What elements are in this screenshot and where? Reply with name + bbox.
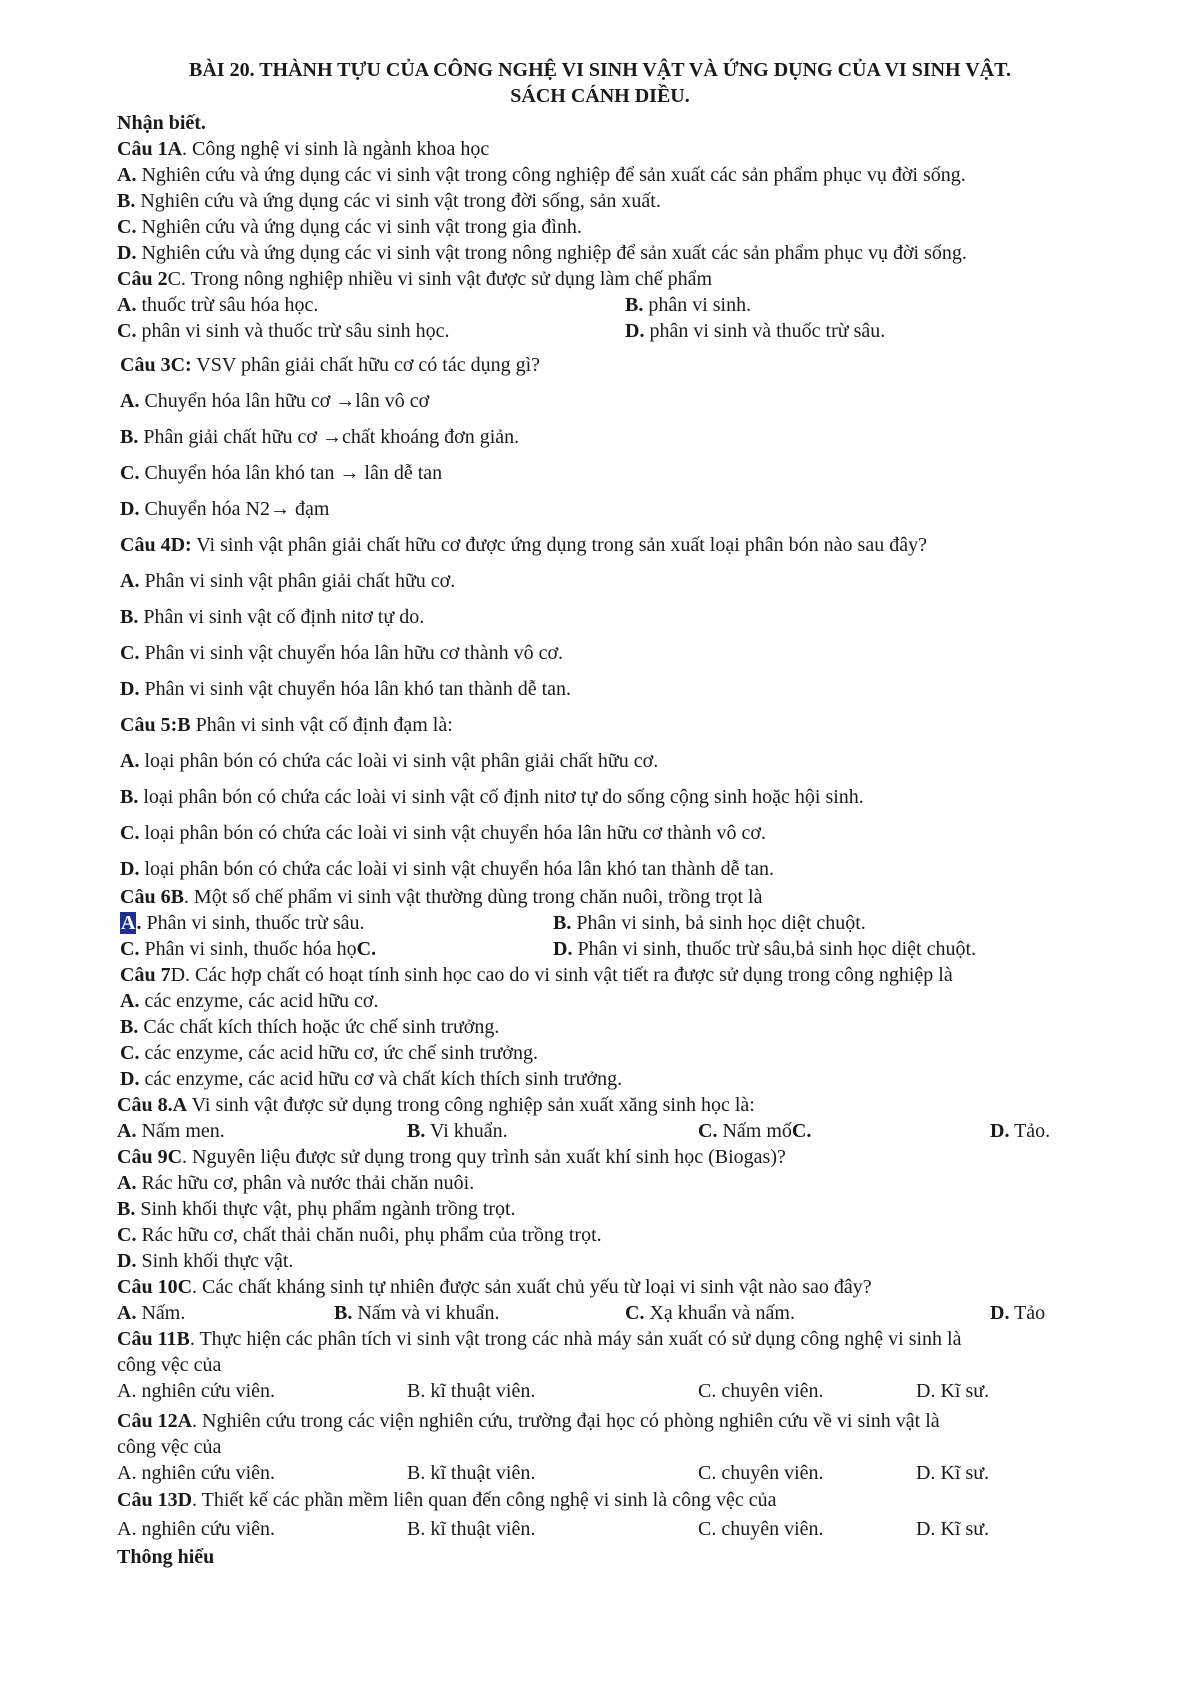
- question-8-option-b: B. Vi khuẩn.: [407, 1120, 508, 1142]
- question-8-stem: Câu 8.A Vi sinh vật được sử dụng trong công nghiệp sản xuất xăng sinh học là:: [117, 1094, 755, 1116]
- question-8-option-d: D. Tảo.: [990, 1120, 1051, 1142]
- question-11-option-d: D. Kĩ sư.: [916, 1380, 990, 1402]
- question-12-option-d: D. Kĩ sư.: [916, 1462, 990, 1484]
- question-12-option-b: B. kĩ thuật viên.: [407, 1462, 536, 1484]
- title-line-1: BÀI 20. THÀNH TỰU CỦA CÔNG NGHỆ VI SINH VẬT VÀ ỨNG DỤNG CỦA VI SINH VẬT.: [189, 59, 1011, 81]
- question-9-option-c: C. Rác hữu cơ, chất thải chăn nuôi, phụ phẩm của trồng trọt.: [117, 1224, 602, 1246]
- question-9-option-d: D. Sinh khối thực vật.: [117, 1250, 294, 1272]
- question-11-stem-cont: công vệc của: [117, 1354, 222, 1376]
- question-7-option-c: C. các enzyme, các acid hữu cơ, ức chế sinh trưởng.: [120, 1042, 538, 1064]
- selection-highlight: A: [121, 912, 136, 934]
- question-3-option-b: B. Phân giải chất hữu cơ →chất khoáng đơn giản.: [120, 426, 520, 448]
- question-11-option-c: C. chuyên viên.: [698, 1380, 824, 1402]
- question-11-option-a: A. nghiên cứu viên.: [117, 1380, 276, 1402]
- question-4-stem: Câu 4D: Vi sinh vật phân giải chất hữu cơ được ứng dụng trong sản xuất loại phân bón nào sau đây?: [120, 534, 927, 556]
- question-12-option-c: C. chuyên viên.: [698, 1462, 824, 1484]
- question-4-option-b: B. Phân vi sinh vật cố định nitơ tự do.: [120, 606, 425, 628]
- question-1-stem: Câu 1A. Công nghệ vi sinh là ngành khoa học: [117, 138, 490, 160]
- question-11-option-b: B. kĩ thuật viên.: [407, 1380, 536, 1402]
- question-6-option-b: B. Phân vi sinh, bả sinh học diệt chuột.: [553, 912, 866, 934]
- question-5-option-a: A. loại phân bón có chứa các loài vi sinh vật phân giải chất hữu cơ.: [120, 750, 659, 772]
- question-5-stem: Câu 5:B Phân vi sinh vật cố định đạm là:: [120, 714, 453, 736]
- question-6-option-c: C. Phân vi sinh, thuốc hóa họC.: [120, 938, 377, 960]
- section-heading-thong-hieu: Thông hiểu: [117, 1546, 215, 1568]
- question-2-option-a: A. thuốc trừ sâu hóa học.: [117, 294, 319, 316]
- question-13-option-a: A. nghiên cứu viên.: [117, 1518, 276, 1540]
- question-12-stem: Câu 12A. Nghiên cứu trong các viện nghiên cứu, trường đại học có phòng nghiên cứu về vi sinh vật là: [117, 1410, 940, 1432]
- question-7-option-d: D. các enzyme, các acid hữu cơ và chất kích thích sinh trưởng.: [120, 1068, 623, 1090]
- question-5-option-c: C. loại phân bón có chứa các loài vi sinh vật chuyển hóa lân hữu cơ thành vô cơ.: [120, 822, 766, 844]
- question-10-option-b: B. Nấm và vi khuẩn.: [334, 1302, 500, 1324]
- title-line-2: SÁCH CÁNH DIỀU.: [510, 85, 690, 107]
- section-heading-nhan-biet: Nhận biết.: [117, 112, 206, 134]
- question-2-option-d: D. phân vi sinh và thuốc trừ sâu.: [625, 320, 886, 342]
- question-11-stem: Câu 11B. Thực hiện các phân tích vi sinh vật trong các nhà máy sản xuất có sử dụng công nghệ vi sinh là: [117, 1328, 962, 1350]
- question-13-stem: Câu 13D. Thiết kế các phần mềm liên quan đến công nghệ vi sinh là công vệc của: [117, 1489, 777, 1511]
- question-1-option-d: D. Nghiên cứu và ứng dụng các vi sinh vật trong nông nghiệp để sản xuất các sản phẩm phục vụ đời sống.: [117, 242, 967, 264]
- question-5-option-b: B. loại phân bón có chứa các loài vi sinh vật cố định nitơ tự do sống cộng sinh hoặc hội sinh.: [120, 786, 864, 808]
- question-4-option-c: C. Phân vi sinh vật chuyển hóa lân hữu cơ thành vô cơ.: [120, 642, 564, 664]
- question-6-option-a: A. Phân vi sinh, thuốc trừ sâu.: [121, 912, 365, 934]
- question-4-option-d: D. Phân vi sinh vật chuyển hóa lân khó tan thành dễ tan.: [120, 678, 572, 700]
- question-3-stem: Câu 3C: VSV phân giải chất hữu cơ có tác dụng gì?: [120, 354, 541, 376]
- question-2-stem: Câu 2C. Trong nông nghiệp nhiều vi sinh vật được sử dụng làm chế phẩm: [117, 268, 713, 290]
- question-10-option-c: C. Xạ khuẩn và nấm.: [625, 1302, 795, 1324]
- question-4-option-a: A. Phân vi sinh vật phân giải chất hữu cơ.: [120, 570, 456, 592]
- question-6-option-d: D. Phân vi sinh, thuốc trừ sâu,bả sinh học diệt chuột.: [553, 938, 977, 960]
- question-8-option-c: C. Nấm mốC.: [698, 1120, 812, 1142]
- question-1-option-a: A. Nghiên cứu và ứng dụng các vi sinh vật trong công nghiệp để sản xuất các sản phẩm phục vụ đời sống.: [117, 164, 966, 186]
- question-10-stem: Câu 10C. Các chất kháng sinh tự nhiên được sản xuất chủ yếu từ loại vi sinh vật nào sao đây?: [117, 1276, 872, 1298]
- question-3-option-a: A. Chuyển hóa lân hữu cơ →lân vô cơ: [120, 390, 430, 412]
- question-6-stem: Câu 6B. Một số chế phẩm vi sinh vật thường dùng trong chăn nuôi, trồng trọt là: [120, 886, 763, 908]
- question-13-option-d: D. Kĩ sư.: [916, 1518, 990, 1540]
- question-7-option-b: B. Các chất kích thích hoặc ức chế sinh trưởng.: [120, 1016, 500, 1038]
- question-10-option-d: D. Tảo: [990, 1302, 1046, 1324]
- question-3-option-c: C. Chuyển hóa lân khó tan → lân dễ tan: [120, 462, 443, 484]
- question-13-option-b: B. kĩ thuật viên.: [407, 1518, 536, 1540]
- question-7-stem: Câu 7D. Các hợp chất có hoạt tính sinh học cao do vi sinh vật tiết ra được sử dụng trong công nghiệp là: [120, 964, 953, 986]
- question-2-option-c: C. phân vi sinh và thuốc trừ sâu sinh học.: [117, 320, 450, 342]
- question-12-option-a: A. nghiên cứu viên.: [117, 1462, 276, 1484]
- question-9-stem: Câu 9C. Nguyên liệu được sử dụng trong quy trình sản xuất khí sinh học (Biogas)?: [117, 1146, 786, 1168]
- question-1-option-b: B. Nghiên cứu và ứng dụng các vi sinh vật trong đời sống, sản xuất.: [117, 190, 661, 212]
- question-13-option-c: C. chuyên viên.: [698, 1518, 824, 1540]
- question-label: Câu 1A: [117, 138, 183, 160]
- question-5-option-d: D. loại phân bón có chứa các loài vi sinh vật chuyển hóa lân khó tan thành dễ tan.: [120, 858, 774, 880]
- question-9-option-a: A. Rác hữu cơ, phân và nước thải chăn nuôi.: [117, 1172, 475, 1194]
- question-8-option-a: A. Nấm men.: [117, 1120, 225, 1142]
- question-1-option-c: C. Nghiên cứu và ứng dụng các vi sinh vật trong gia đình.: [117, 216, 582, 238]
- question-12-stem-cont: công vệc của: [117, 1436, 222, 1458]
- question-2-option-b: B. phân vi sinh.: [625, 294, 752, 316]
- question-10-option-a: A. Nấm.: [117, 1302, 186, 1324]
- question-3-option-d: D. Chuyển hóa N2→ đạm: [120, 498, 330, 520]
- question-9-option-b: B. Sinh khối thực vật, phụ phẩm ngành trồng trọt.: [117, 1198, 516, 1220]
- question-7-option-a: A. các enzyme, các acid hữu cơ.: [120, 990, 379, 1012]
